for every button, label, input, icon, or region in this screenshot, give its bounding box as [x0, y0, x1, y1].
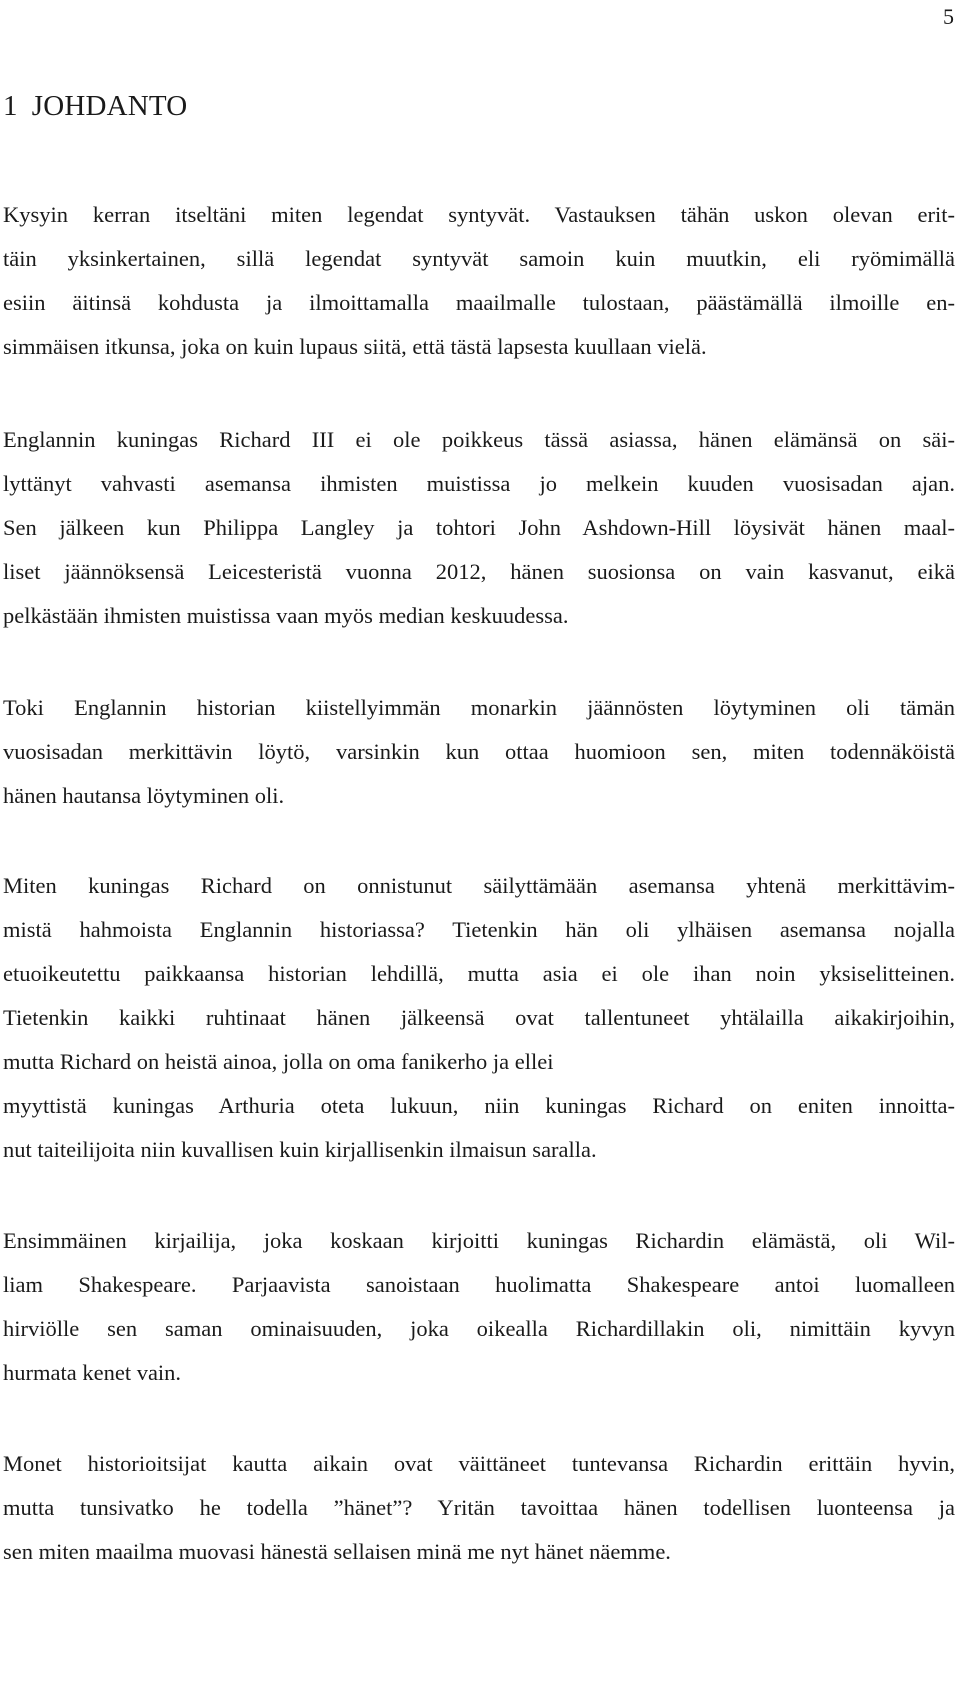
paragraph-line: hirviölle sen saman ominaisuuden, joka oikealla Richardillakin oli, nimittäin kyvyn — [3, 1316, 955, 1341]
chapter-heading — [3, 90, 187, 123]
paragraph-line: hurmata kenet vain. — [3, 1360, 182, 1385]
paragraph-line: Englannin kuningas Richard III ei ole poikkeus tässä asiassa, hänen elämänsä on säi- — [3, 427, 955, 452]
page-number: 5 — [943, 4, 954, 29]
paragraph-line: etuoikeutettu paikkaansa historian lehdillä, mutta asia ei ole ihan noin yksiselitteinen. — [3, 961, 955, 986]
paragraph-line: pelkästään ihmisten muistissa vaan myös median keskuudessa. — [3, 603, 569, 628]
paragraph-line: Tietenkin kaikki ruhtinaat hänen jälkeensä ovat tallentuneet yhtälailla aikakirjoihin, — [3, 1005, 955, 1030]
paragraph-line: myyttistä kuningas Arthuria oteta lukuun, niin kuningas Richard on eniten innoitta- — [3, 1093, 955, 1118]
paragraph-line: sen miten maailma muovasi hänestä sellaisen minä me nyt hänet näemme. — [3, 1539, 671, 1564]
paragraph-line: Kysyin kerran itseltäni miten legendat syntyvät. Vastauksen tähän uskon olevan erit- — [3, 202, 955, 227]
paragraph-line: Miten kuningas Richard on onnistunut säilyttämään asemansa yhtenä merkittävim- — [3, 873, 955, 898]
chapter-title: JOHDANTO — [31, 90, 188, 122]
paragraph-5 — [3, 1219, 955, 1395]
paragraph-line: liam Shakespeare. Parjaavista sanoistaan huolimatta Shakespeare antoi luomalleen — [3, 1272, 955, 1297]
paragraph-1 — [3, 193, 955, 369]
paragraph-line: hänen hautansa löytyminen oli. — [3, 783, 285, 808]
paragraph-line: simmäisen itkunsa, joka on kuin lupaus siitä, että tästä lapsesta kuullaan vielä. — [3, 334, 707, 359]
paragraph-line: vuosisadan merkittävin löytö, varsinkin kun ottaa huomioon sen, miten todennäköistä — [3, 739, 955, 764]
paragraph-line: Monet historioitsijat kautta aikain ovat väittäneet tuntevansa Richardin erittäin hyvin, — [3, 1451, 955, 1476]
paragraph-line: Toki Englannin historian kiistellyimmän monarkin jäännösten löytyminen oli tämän — [3, 695, 955, 720]
paragraph-line: mutta tunsivatko he todella ”hänet”? Yritän tavoittaa hänen todellisen luonteensa ja — [3, 1495, 955, 1520]
paragraph-6 — [3, 1442, 955, 1574]
paragraph-line: nut taiteilijoita niin kuvallisen kuin kirjallisenkin ilmaisun saralla. — [3, 1137, 597, 1162]
paragraph-line: mistä hahmoista Englannin historiassa? Tietenkin hän oli ylhäisen asemansa nojalla — [3, 917, 955, 942]
paragraph-line: lyttänyt vahvasti asemansa ihmisten muistissa jo melkein kuuden vuosisadan ajan. — [3, 471, 955, 496]
chapter-number: 1 — [3, 90, 18, 122]
paragraph-3 — [3, 686, 955, 818]
paragraph-4 — [3, 864, 955, 1172]
paragraph-line: Ensimmäinen kirjailija, joka koskaan kirjoitti kuningas Richardin elämästä, oli Wil- — [3, 1228, 955, 1253]
paragraph-line: Sen jälkeen kun Philippa Langley ja tohtori John Ashdown-Hill löysivät hänen maal- — [3, 515, 955, 540]
paragraph-line: mutta Richard on heistä ainoa, jolla on oma fanikerho ja ellei — [3, 1049, 554, 1074]
paragraph-line: liset jäännöksensä Leicesteristä vuonna 2012, hänen suosionsa on vain kasvanut, eikä — [3, 559, 955, 584]
paragraph-line: esiin äitinsä kohdusta ja ilmoittamalla maailmalle tulostaan, päästämällä ilmoille en- — [3, 290, 955, 315]
paragraph-line: täin yksinkertainen, sillä legendat syntyvät samoin kuin muutkin, eli ryömimällä — [3, 246, 955, 271]
paragraph-2 — [3, 418, 955, 638]
